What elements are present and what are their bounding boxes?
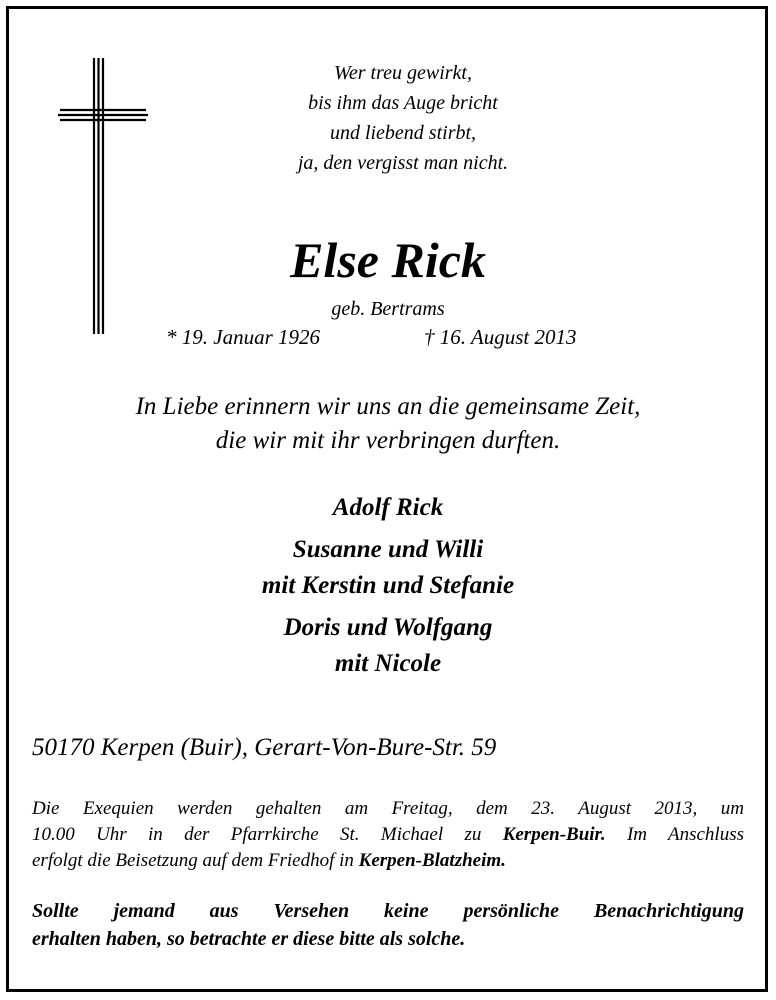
address: 50170 Kerpen (Buir), Gerart-Von-Bure-Str. 59 bbox=[32, 734, 497, 761]
birth-date: * 19. Januar 1926 bbox=[166, 325, 320, 349]
mourner-line: Adolf Rick bbox=[332, 494, 444, 521]
mourner-line: mit Kerstin und Stefanie bbox=[261, 572, 515, 599]
funeral-line: Die Exequien werden gehalten am Freitag, dem 23. August 2013, um bbox=[32, 798, 744, 819]
funeral-line bbox=[32, 848, 744, 874]
funeral-text: 10.00 Uhr in der Pfarrkirche St. Michael zu bbox=[32, 824, 503, 845]
mourner-line: mit Nicole bbox=[334, 650, 442, 677]
born-name: geb. Bertrams bbox=[331, 298, 445, 320]
deceased-name: Else Rick bbox=[290, 232, 486, 288]
poem-line: Wer treu gewirkt, bbox=[334, 62, 472, 84]
mourner-line: Susanne und Willi bbox=[292, 536, 484, 563]
memory-line: In Liebe erinnern wir uns an die gemeinsame Zeit, bbox=[135, 393, 641, 420]
poem-line: und liebend stirbt, bbox=[329, 122, 477, 144]
mourners bbox=[0, 490, 776, 682]
cemetery-location: Kerpen-Blatzheim. bbox=[358, 850, 506, 871]
memory-text bbox=[0, 390, 776, 458]
poem-line: bis ihm das Auge bricht bbox=[308, 92, 498, 114]
death-date: † 16. August 2013 bbox=[424, 325, 577, 349]
poem bbox=[0, 58, 776, 178]
mourner-line: Doris und Wolfgang bbox=[283, 614, 493, 641]
funeral-text: Im Anschluss bbox=[605, 824, 744, 845]
memory-line: die wir mit ihr verbringen durften. bbox=[215, 427, 561, 454]
funeral-text: erfolgt die Beisetzung auf dem Friedhof in bbox=[32, 850, 359, 871]
funeral-line bbox=[32, 822, 744, 848]
poem-line: ja, den vergisst man nicht. bbox=[297, 152, 509, 174]
funeral-details bbox=[32, 796, 744, 874]
notice-line: erhalten haben, so betrachte er diese bitte als solche. bbox=[32, 928, 466, 950]
notification-notice bbox=[32, 897, 744, 953]
notice-line: Sollte jemand aus Versehen keine persönliche Benachrichtigung bbox=[32, 900, 744, 922]
church-location: Kerpen-Buir. bbox=[502, 824, 606, 845]
